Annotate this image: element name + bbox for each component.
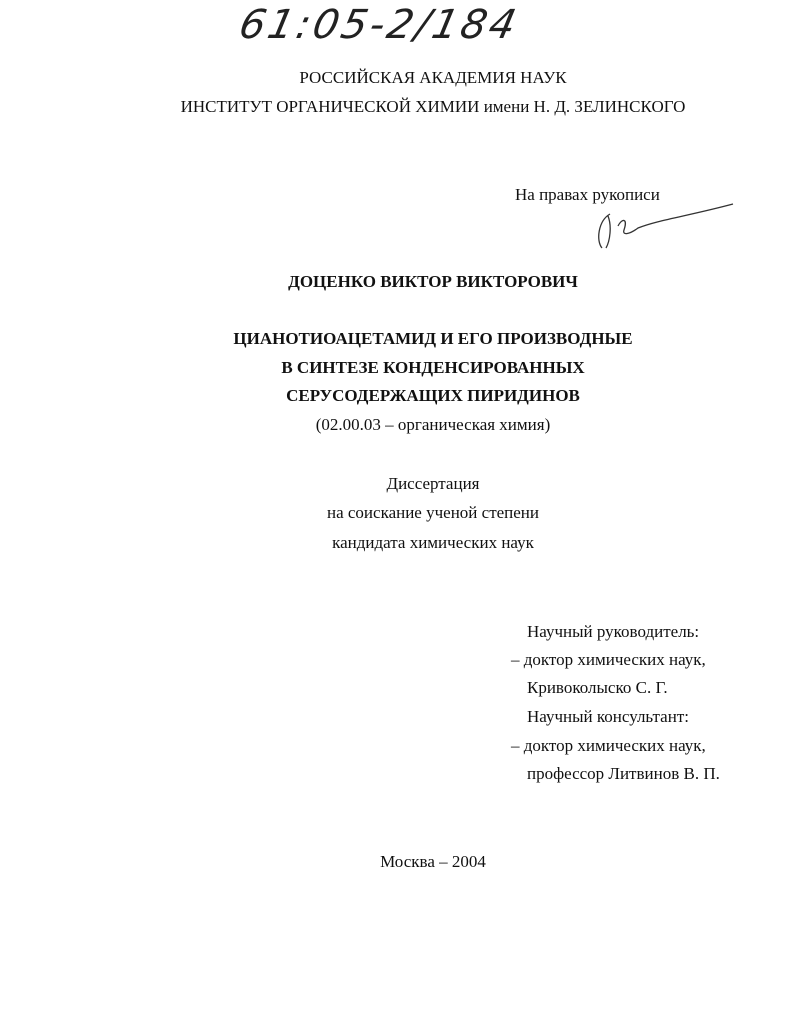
title-line: ЦИАНОТИОАЦЕТАМИД И ЕГО ПРОИЗВОДНЫЕ [233,329,633,348]
advisor-line: – доктор химических наук, [511,736,706,755]
handwritten-catalog-code: 61:05-2/184 [235,2,523,48]
advisor-line: – доктор химических наук, [511,650,706,669]
academy-name: РОССИЙСКАЯ АКАДЕМИЯ НАУК [299,68,567,87]
advisor-line: профессор Литвинов В. П. [527,764,720,783]
title-line: В СИНТЕЗЕ КОНДЕНСИРОВАННЫХ [281,358,585,377]
specialty-code: (02.00.03 – органическая химия) [315,415,551,434]
manuscript-note: На правах рукописи [515,185,660,204]
signature [588,196,738,256]
advisor-line: Научный консультант: [527,707,689,726]
advisor-line: Кривоколыско С. Г. [527,678,668,697]
advisor-line: Научный руководитель: [527,622,700,641]
degree-line: кандидата химических наук [332,533,534,552]
city-year: Москва – 2004 [380,852,486,871]
degree-line: на соискание ученой степени [326,503,540,522]
degree-line: Диссертация [386,474,480,493]
title-line: СЕРУСОДЕРЖАЩИХ ПИРИДИНОВ [286,386,580,405]
institute-name: ИНСТИТУТ ОРГАНИЧЕСКОЙ ХИМИИ имени Н. Д. ЗЕЛИНСКОГО [180,97,686,116]
author-name: ДОЦЕНКО ВИКТОР ВИКТОРОВИЧ [288,272,578,291]
